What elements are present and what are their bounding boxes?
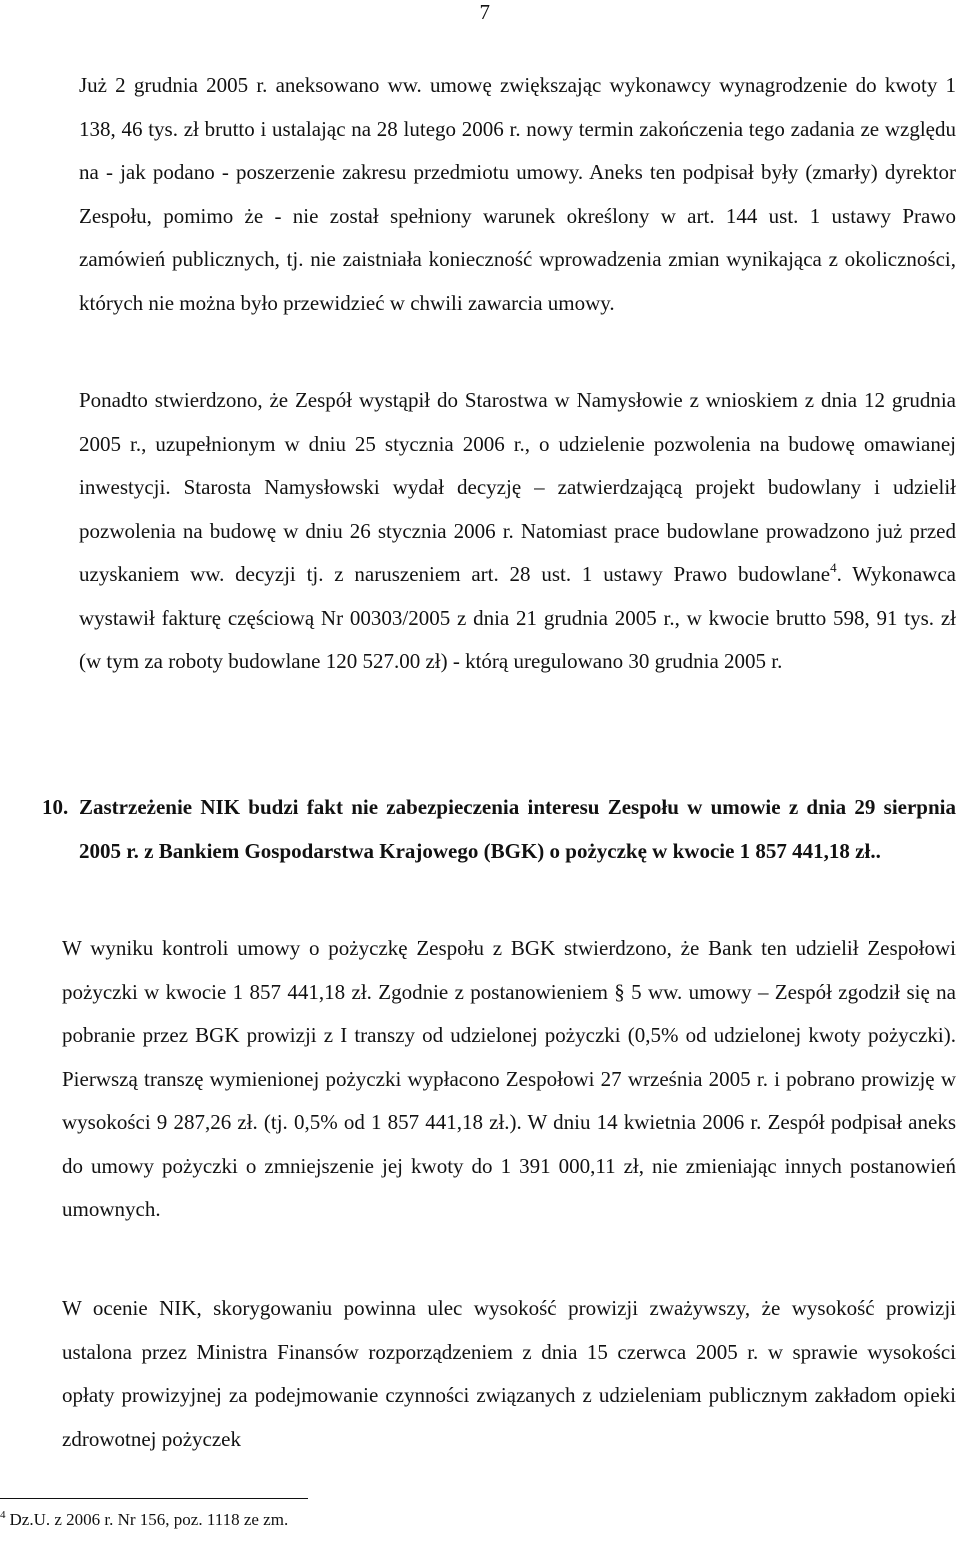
footnote-text: Dz.U. z 2006 r. Nr 156, poz. 1118 ze zm. bbox=[9, 1510, 289, 1529]
section-heading: Zastrzeżenie NIK budzi fakt nie zabezpieczenia interesu Zespołu w umowie z dnia 29 sierpnia 2005 r. z Bankiem Gospodarstwa Krajowego (BGK) o pożyczkę w kwocie 1 857 441,18 zł.. bbox=[79, 795, 956, 863]
paragraph-building-permit-continuation: . Wykonawca wystawił fakturę częściową Nr 00303/2005 z dnia 21 grudnia 2005 r., w kwocie brutto 598, 91 tys. zł (w tym za roboty budowlane 120 527.00 zł) - którą uregulowano 30 grudnia 2005 r. bbox=[79, 562, 956, 673]
paragraph-annex: Już 2 grudnia 2005 r. aneksowano ww. umowę zwiększając wykonawcy wynagrodzenie do kwoty 1 138, 46 tys. zł brutto i ustalając na 28 lutego 2006 r. nowy termin zakończenia tego zadania ze względu na - jak podano - poszerzenie zakresu przedmiotu umowy. Aneks ten podpisał były (zmarły) dyrektor Zespołu, pomimo że - nie został spełniony warunek określony w art. 144 ust. 1 ustawy Prawo zamówień publicznych, tj. nie zaistniała konieczność wprowadzenia zmian wynikająca z okoliczności, których nie można było przewidzieć w chwili zawarcia umowy. bbox=[79, 73, 956, 315]
paragraph-loan-control: W wyniku kontroli umowy o pożyczkę Zespołu z BGK stwierdzono, że Bank ten udzielił Zespołowi pożyczki w kwocie 1 857 441,18 zł. Zgodnie z postanowieniem § 5 ww. umowy – Zespół zgodził się na pobranie przez BGK prowizji z I transzy od udzielonej pożyczki (0,5% od udzielonej kwoty pożyczki). Pierwszą transzę wymienionej pożyczki wypłacono Zespołowi 27 września 2005 r. i pobrano prowizję w wysokości 9 287,26 zł. (tj. 0,5% od 1 857 441,18 zł.). W dniu 14 kwietnia 2006 r. Zespół podpisał aneks do umowy pożyczki o zmniejszenie jej kwoty do 1 391 000,11 zł, nie zmieniając innych postanowień umownych. bbox=[62, 936, 956, 1221]
footnote-divider bbox=[0, 1498, 308, 1499]
footnote bbox=[0, 1508, 288, 1532]
paragraph-nik-assessment: W ocenie NIK, skorygowaniu powinna ulec wysokość prowizji zważywszy, że wysokość prowizji ustalona przez Ministra Finansów rozporządzeniem z dnia 15 czerwca 2005 r. w sprawie wysokości opłaty prowizyjnej za podejmowanie czynności związanych z udzieleniam publicznym zakładom opieki zdrowotnej pożyczek bbox=[62, 1296, 956, 1451]
paragraph-building-permit bbox=[79, 379, 956, 684]
paragraph-building-permit-text: Ponadto stwierdzono, że Zespół wystąpił do Starostwa w Namysłowie z wnioskiem z dnia 12 grudnia 2005 r., uzupełnionym w dniu 25 stycznia 2006 r., o udzielenie pozwolenia na budowę omawianej inwestycji. Starosta Namysłowski wydał decyzję – zatwierdzającą projekt budowlany i udzielił pozwolenia na budowę w dniu 26 stycznia 2006 r. Natomiast prace budowlane prowadzono już przed uzyskaniem ww. decyzji tj. z naruszeniem art. 28 ust. 1 ustawy Prawo budowlane bbox=[79, 388, 956, 586]
page-number: 7 bbox=[479, 0, 490, 24]
footnote-mark: 4 bbox=[0, 1509, 6, 1521]
footnote-reference[interactable]: 4 bbox=[830, 560, 837, 575]
section-number: 10. bbox=[42, 795, 69, 819]
